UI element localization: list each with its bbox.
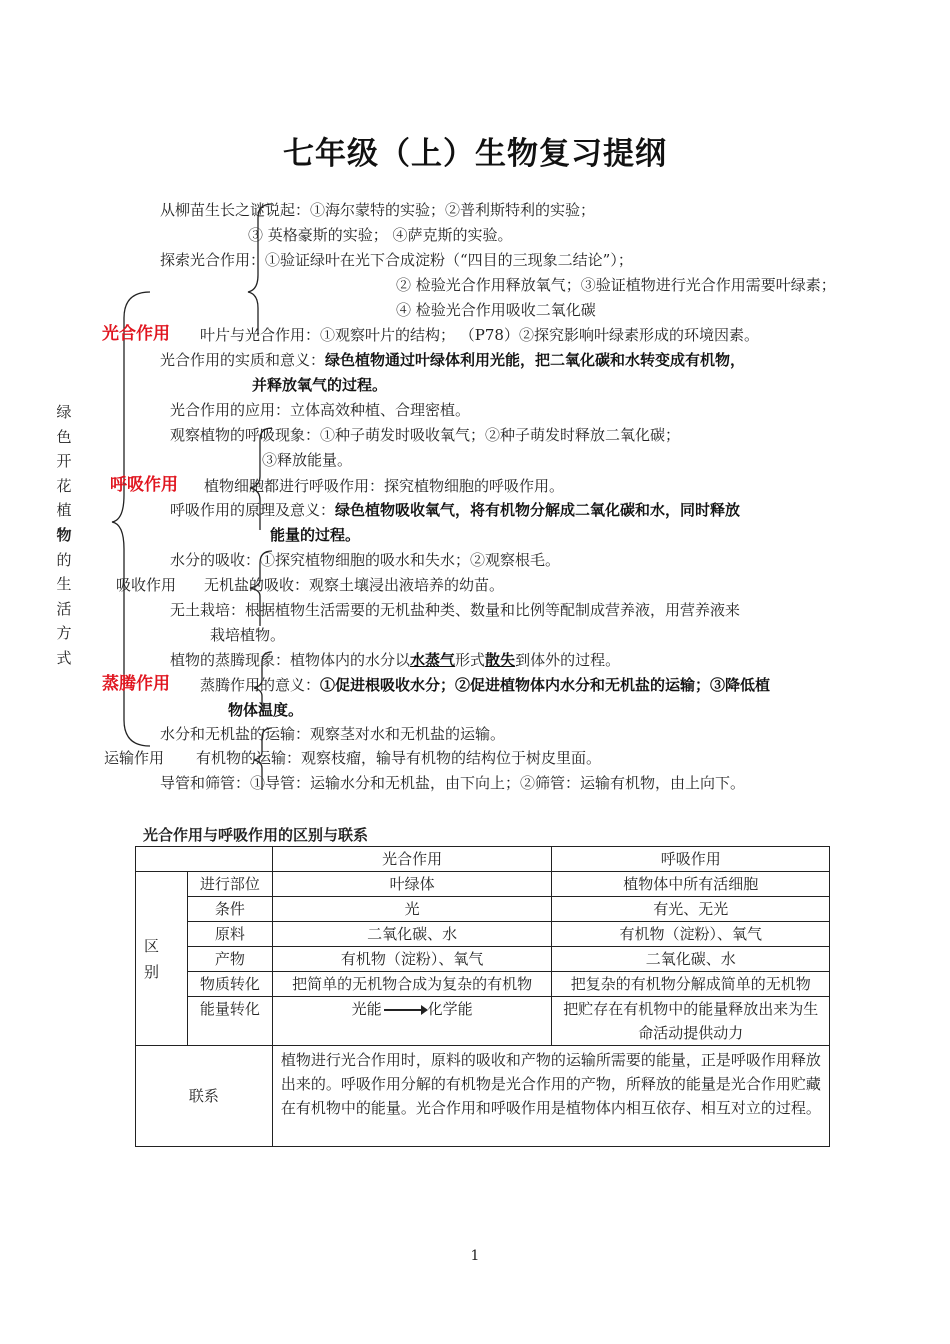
table-cell: 二氧化碳、水 (552, 947, 830, 972)
table-cell: 二氧化碳、水 (272, 922, 552, 947)
table-cell: 有机物（淀粉）、氧气 (552, 922, 830, 947)
side-char: 开 (56, 452, 72, 471)
page-number: 1 (470, 1248, 480, 1264)
outline-line: 无土栽培：根据植物生活需要的无机盐种类、数量和比例等配制成营养液，用营养液来 (170, 601, 741, 619)
energy-to: 化学能 (427, 1000, 473, 1018)
outline-emphasis: 散失 (485, 651, 516, 669)
outline-line (160, 350, 745, 370)
outline-line: 导管和筛管：①导管：运输水分和无机盐，由下向上；②筛管：运输有机物，由上向下。 (160, 774, 746, 792)
table-cell: 植物体中所有活细胞 (552, 872, 830, 897)
table-cell: 有机物（淀粉）、氧气 (272, 947, 552, 972)
outline-key-point: 并释放氧气的过程。 (252, 376, 388, 394)
side-label-green-plant-life (56, 400, 72, 671)
side-char: 绿 (56, 403, 72, 421)
outline-line: 从柳苗生长之谜说起：①海尔蒙特的实验；②普利斯特利的实验； (160, 201, 596, 219)
outline-line: 有机物的运输：观察枝瘤，输导有机物的结构位于树皮里面。 (196, 749, 602, 767)
outline-line: ④ 检验光合作用吸收二氧化碳 (396, 301, 596, 319)
outline-line: 植物细胞都进行呼吸作用：探究植物细胞的呼吸作用。 (204, 477, 565, 495)
outline-line: 叶片与光合作用：①观察叶片的结构； （P78）②探究影响叶绿素形成的环境因素。 (200, 326, 759, 344)
table-row-label: 原料 (187, 922, 272, 947)
table-header-cell: 光合作用 (272, 847, 552, 872)
outline-key-point: 能量的过程。 (270, 526, 361, 544)
table-caption: 光合作用与呼吸作用的区别与联系 (143, 826, 369, 844)
outline-text: 植物的蒸腾现象：植物体内的水分以 (170, 651, 411, 669)
table-cell: 叶绿体 (272, 872, 552, 897)
table-row (136, 922, 830, 947)
side-char: 色 (56, 427, 72, 446)
energy-from: 光能 (351, 1000, 382, 1018)
brace-photosynthesis (248, 204, 272, 336)
table-row-label: 能量转化 (187, 997, 272, 1046)
side-char: 活 (56, 599, 72, 618)
table-row (136, 947, 830, 972)
outline-line: ② 检验光合作用释放氧气；③验证植物进行光合作用需要叶绿素； (396, 276, 836, 294)
side-char: 花 (56, 476, 72, 495)
outline-key-point: ①促进根吸收水分；②促进植物体内水分和无机盐的运输；③降低植 (320, 676, 771, 694)
outline-line: ③ 英格豪斯的实验； ④萨克斯的实验。 (248, 226, 513, 244)
table-row-label: 产物 (187, 947, 272, 972)
outline-line: 水分的吸收：①探究植物细胞的吸水和失水；②观察根毛。 (170, 551, 561, 569)
outline-text: 形式 (455, 651, 486, 669)
table-cell: 把简单的无机物合成为复杂的有机物 (272, 972, 552, 997)
outline-emphasis: 水蒸气 (410, 651, 456, 669)
outline-line (170, 650, 620, 670)
table-cell: 有光、无光 (552, 897, 830, 922)
side-char: 物 (56, 525, 72, 544)
outline-label: 呼吸作用的原理及意义： (170, 501, 336, 519)
heading-transport: 运输作用 (104, 749, 165, 767)
side-char: 方 (56, 624, 72, 643)
table-cell: 把贮存在有机物中的能量释放出来为生命活动提供动力 (552, 997, 830, 1046)
table-row (136, 997, 830, 1046)
outline-label: 光合作用的实质和意义： (160, 351, 326, 369)
outline-key-point: 绿色植物吸收氧气，将有机物分解成二氧化碳和水，同时释放 (335, 501, 741, 519)
table-link-label: 联系 (136, 1046, 273, 1147)
heading-respiration: 呼吸作用 (110, 475, 178, 495)
page-title: 七年级（上）生物复习提纲 (283, 136, 667, 172)
table-header-row (136, 847, 830, 872)
outline-line: ③释放能量。 (262, 451, 353, 469)
side-char: 式 (56, 648, 72, 667)
outline-line: 无机盐的吸收：观察土壤浸出液培养的幼苗。 (204, 576, 505, 594)
table-cell: 光 (272, 897, 552, 922)
table-row-label: 进行部位 (187, 872, 272, 897)
table-link-text: 植物进行光合作用时，原料的吸收和产物的运输所需要的能量，正是呼吸作用释放出来的。呼吸作用分解的有机物是光合作用的产物，所释放的能量是光合作用贮藏在有机物中的能量。光合作用和呼吸作用是植物体内相互依存、相互对立的过程。 (272, 1046, 829, 1147)
outline-key-point: 绿色植物通过叶绿体利用光能，把二氧化碳和水转变成有机物， (325, 351, 746, 369)
arrow-icon (384, 1009, 426, 1011)
outline-line: 水分和无机盐的运输：观察茎对水和无机盐的运输。 (160, 725, 506, 743)
table-corner-cell (136, 847, 273, 872)
side-char: 生 (56, 575, 72, 594)
table-row (136, 972, 830, 997)
heading-photosynthesis: 光合作用 (102, 324, 170, 344)
outline-label: 蒸腾作用的意义： (200, 676, 321, 694)
outline-line (200, 675, 770, 695)
outline-line: 观察植物的呼吸现象：①种子萌发时吸收氧气；②种子萌发时释放二氧化碳； (170, 426, 681, 444)
table-row-label: 物质转化 (187, 972, 272, 997)
side-char: 的 (56, 550, 72, 569)
heading-absorption: 吸收作用 (116, 576, 177, 594)
table-group-label: 区别 (136, 872, 188, 1046)
outline-line: 光合作用的应用：立体高效种植、合理密植。 (170, 401, 471, 419)
table-link-row (136, 1046, 830, 1147)
outline-line: 栽培植物。 (210, 626, 286, 644)
comparison-table (135, 846, 830, 1147)
table-row (136, 897, 830, 922)
table-header-cell: 呼吸作用 (552, 847, 830, 872)
heading-transpiration: 蒸腾作用 (102, 674, 170, 694)
outline-line: 探索光合作用：①验证绿叶在光下合成淀粉（“四目的三现象二结论”）； (160, 251, 633, 269)
table-row-label: 条件 (187, 897, 272, 922)
table-cell (272, 997, 552, 1046)
side-char: 植 (56, 501, 72, 520)
outline-line (170, 500, 740, 520)
outline-text: 到体外的过程。 (515, 651, 621, 669)
table-cell: 把复杂的有机物分解成简单的无机物 (552, 972, 830, 997)
table-row (136, 872, 830, 897)
outline-key-point: 物体温度。 (228, 701, 304, 719)
